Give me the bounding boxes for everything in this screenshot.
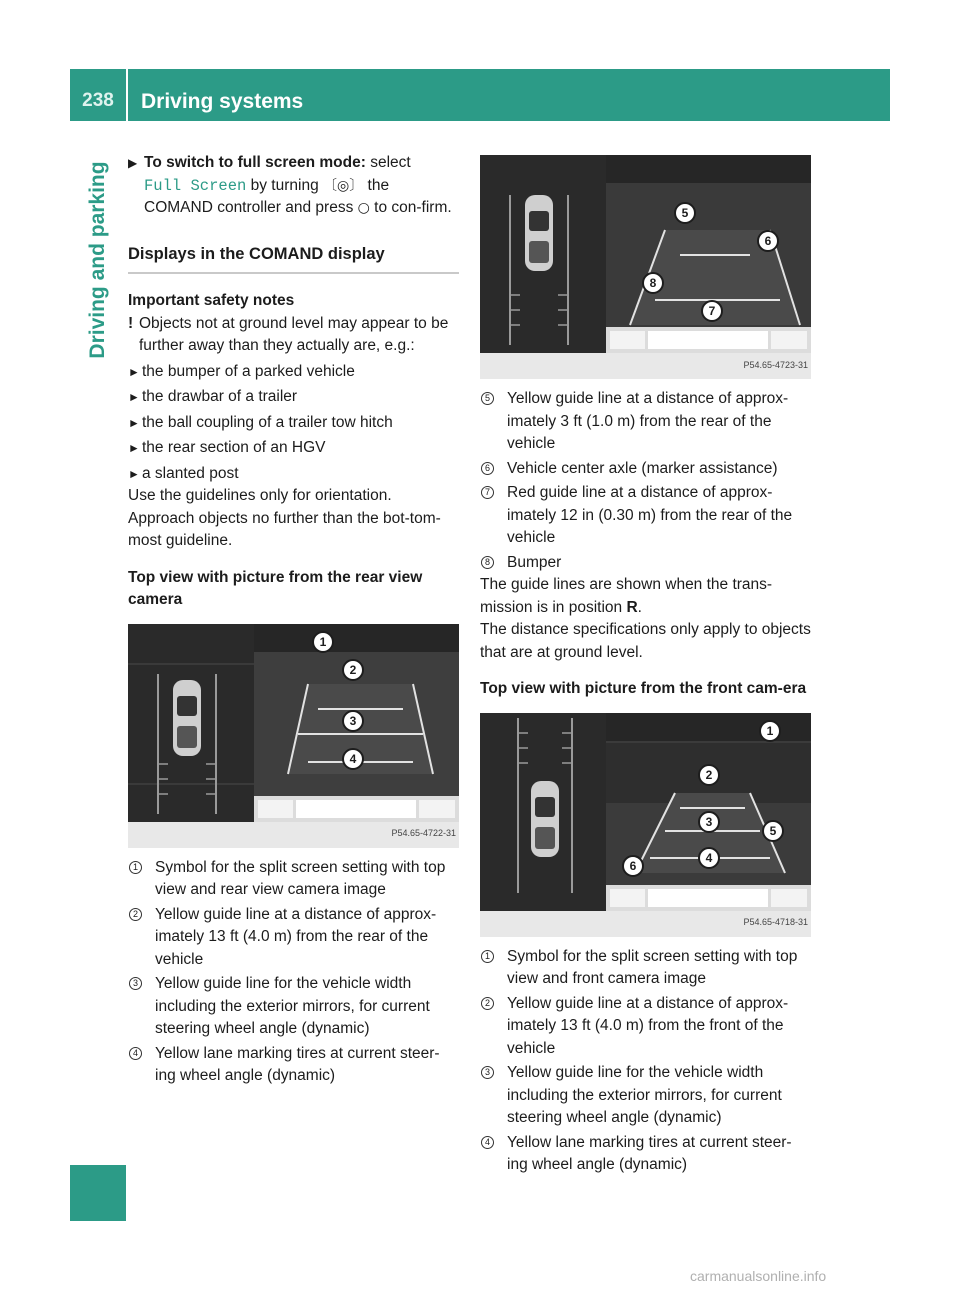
legend-item: 8 Bumper bbox=[480, 552, 811, 575]
controller-press-icon: ○ bbox=[357, 200, 370, 216]
list-item: ► the drawbar of a trailer bbox=[128, 386, 459, 409]
svg-text:1: 1 bbox=[319, 634, 327, 649]
svg-text:5: 5 bbox=[681, 206, 689, 220]
svg-text:1: 1 bbox=[766, 723, 774, 738]
bullet-icon: ► bbox=[128, 364, 140, 379]
menu-item-full-screen: Full Screen bbox=[144, 176, 247, 195]
rear-figure-legend bbox=[128, 857, 459, 1088]
legend-item: 3 Yellow guide line for the vehicle width including the exterior mirrors, for current steering wheel angle (dynamic) bbox=[480, 1062, 811, 1130]
list-item: ► the ball coupling of a trailer tow hitch bbox=[128, 412, 459, 435]
list-item: ► the bumper of a parked vehicle bbox=[128, 361, 459, 384]
front-camera-display bbox=[480, 713, 811, 937]
legend-item: 1 Symbol for the split screen setting with top view and rear view camera image bbox=[128, 857, 459, 902]
list-item: ► a slanted post bbox=[128, 463, 459, 486]
legend-number: 2 bbox=[129, 908, 142, 921]
svg-text:8: 8 bbox=[649, 276, 657, 290]
section-heading: Displays in the COMAND display bbox=[128, 243, 459, 275]
legend-number: 7 bbox=[481, 486, 494, 499]
figure-code: P54.65-4722-31 bbox=[391, 828, 456, 838]
paragraph: The guide lines are shown when the trans-mission is in position R. bbox=[480, 576, 773, 616]
svg-text:4: 4 bbox=[349, 751, 357, 766]
bullet-icon: ► bbox=[128, 415, 140, 430]
svg-text:6: 6 bbox=[629, 858, 637, 873]
legend-number: 4 bbox=[129, 1047, 142, 1060]
svg-text:5: 5 bbox=[769, 823, 777, 838]
legend-number: 5 bbox=[481, 392, 494, 405]
legend-item: 4 Yellow lane marking tires at current steer-ing wheel angle (dynamic) bbox=[128, 1043, 459, 1088]
bullet-icon: ► bbox=[128, 441, 140, 455]
header-separator bbox=[126, 69, 128, 121]
legend-number: 1 bbox=[129, 861, 142, 874]
rear-camera-display-2 bbox=[480, 155, 811, 379]
figure-heading: Top view with picture from the front cam-era bbox=[480, 680, 807, 697]
safety-heading: Important safety notes bbox=[128, 292, 295, 309]
side-tab-label: Driving and parking bbox=[86, 161, 109, 359]
side-tab-marker bbox=[70, 1165, 126, 1221]
rear-camera-figure-2 bbox=[480, 155, 811, 379]
controller-turn-icon: 〔◎〕 bbox=[323, 177, 364, 194]
svg-text:7: 7 bbox=[708, 304, 716, 318]
legend-number: 3 bbox=[129, 977, 142, 990]
page-title: Driving systems bbox=[141, 90, 304, 113]
figure-code: P54.65-4718-31 bbox=[743, 917, 808, 927]
gear-position: R bbox=[626, 598, 638, 616]
front-camera-figure bbox=[480, 713, 811, 937]
figure-code: P54.65-4723-31 bbox=[743, 359, 808, 370]
right-column bbox=[480, 155, 811, 1177]
front-figure-legend bbox=[480, 946, 811, 1177]
legend-number: 3 bbox=[481, 1066, 494, 1079]
legend-item: 2 Yellow guide line at a distance of approx-imately 13 ft (4.0 m) from the rear of the vehicle bbox=[128, 904, 459, 972]
legend-item: 4 Yellow lane marking tires at current steer-ing wheel angle (dynamic) bbox=[480, 1132, 811, 1177]
instruction-step: ▶ To switch to full screen mode: select Full Screen by turning 〔◎〕 the COMAND controller and press ○ to con-firm. bbox=[128, 154, 452, 216]
left-column bbox=[128, 150, 459, 1088]
svg-text:3: 3 bbox=[705, 814, 713, 829]
legend-number: 6 bbox=[481, 462, 494, 475]
figure-heading: Top view with picture from the rear view camera bbox=[128, 568, 423, 608]
warning-icon: ! bbox=[128, 314, 134, 332]
page-number: 238 bbox=[82, 90, 114, 111]
legend-number: 1 bbox=[481, 950, 494, 963]
list-item: ► the rear section of an HGV bbox=[128, 437, 459, 460]
bullet-icon: ► bbox=[128, 390, 140, 404]
step-arrow-icon: ▶ bbox=[128, 156, 138, 170]
legend-item: 2 Yellow guide line at a distance of approx-imately 13 ft (4.0 m) from the front of the vehicle bbox=[480, 993, 811, 1061]
svg-text:4: 4 bbox=[705, 850, 713, 865]
rear-camera-display bbox=[128, 624, 459, 848]
paragraph: Approach objects no further than the bot-tom-most guideline. bbox=[128, 509, 441, 549]
warning-note: ! Objects not at ground level may appear to be further away than they actually are, e.g.: bbox=[128, 314, 449, 354]
legend-number: 8 bbox=[481, 556, 494, 569]
paragraph: The distance specifications only apply to objects that are at ground level. bbox=[480, 621, 811, 661]
legend-number: 4 bbox=[481, 1136, 494, 1149]
rear-camera-figure bbox=[128, 624, 459, 848]
legend-item: 1 Symbol for the split screen setting with top view and front camera image bbox=[480, 946, 811, 991]
legend-item: 7 Red guide line at a distance of approx-imately 12 in (0.30 m) from the rear of the vehicle bbox=[480, 482, 811, 550]
legend-number: 2 bbox=[481, 997, 494, 1010]
svg-text:3: 3 bbox=[349, 713, 357, 728]
svg-text:6: 6 bbox=[764, 234, 772, 248]
svg-text:2: 2 bbox=[349, 662, 357, 677]
watermark: carmanualsonline.info bbox=[690, 1268, 827, 1284]
legend-item: 5 Yellow guide line at a distance of approx-imately 3 ft (1.0 m) from the rear of the vehicle bbox=[480, 388, 811, 456]
legend-item: 6 Vehicle center axle (marker assistance) bbox=[480, 458, 811, 481]
step-lead: To switch to full screen mode: bbox=[144, 154, 366, 171]
paragraph: Use the guidelines only for orientation. bbox=[128, 487, 392, 504]
rear-figure-2-legend bbox=[480, 388, 811, 574]
legend-item: 3 Yellow guide line for the vehicle width including the exterior mirrors, for current steering wheel angle (dynamic) bbox=[128, 973, 459, 1041]
bullet-icon: ► bbox=[128, 466, 140, 481]
svg-text:2: 2 bbox=[705, 767, 713, 782]
